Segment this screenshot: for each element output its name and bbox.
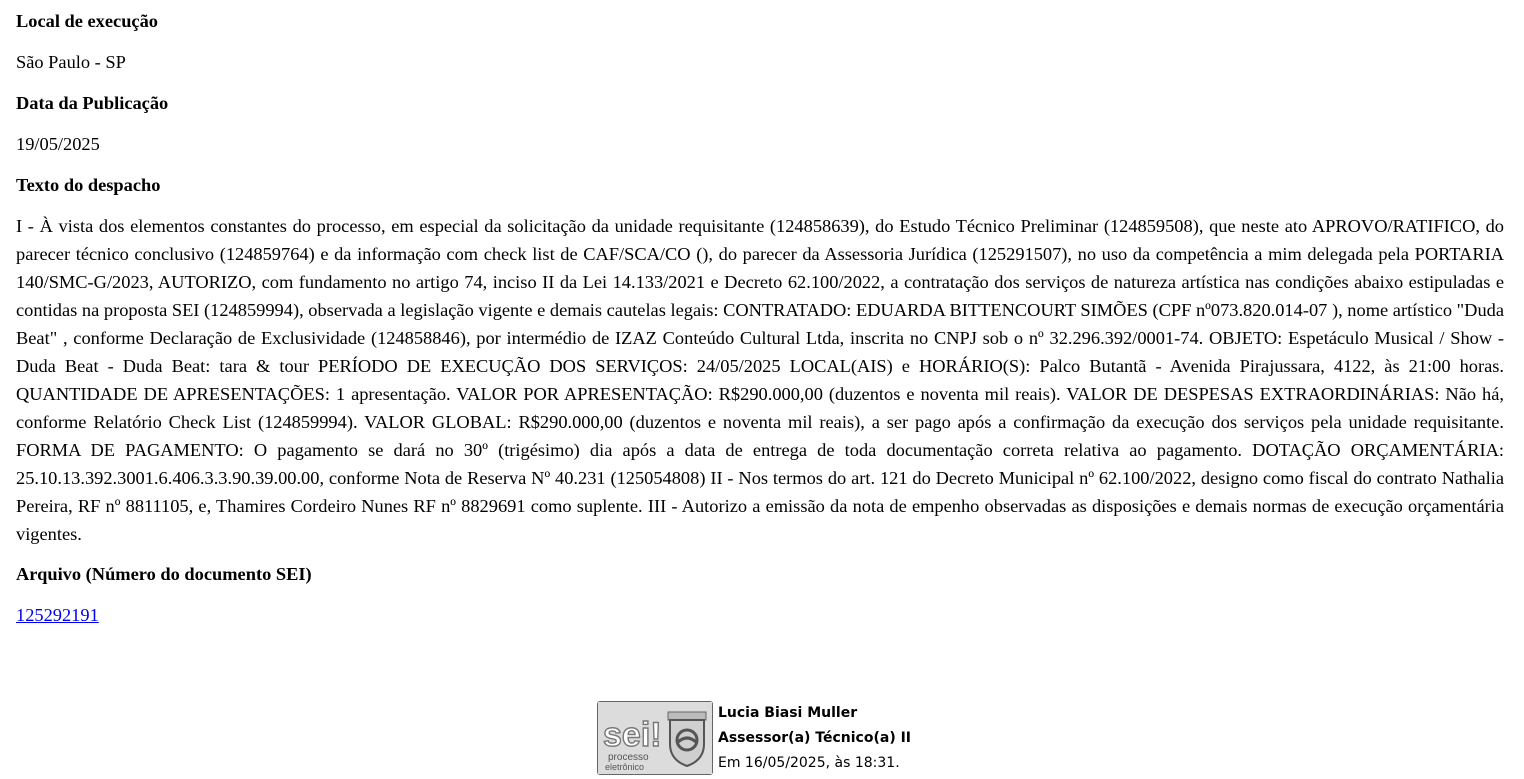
texto-despacho-label: Texto do despacho — [16, 175, 161, 195]
electronic-signature-block — [597, 701, 911, 776]
sei-logo-subtext-2: eletrônico — [605, 762, 645, 772]
texto-despacho-value: I - À vista dos elementos constantes do processo, em especial da solicitação da unidade requisitante (124858639), do Estudo Técnico Preliminar (124859508), que neste ato APROVO/RATIFICO, do parecer técnico conclusivo (124859764) e da informação com check list de CAF/SCA/CO (), do parecer da Assessoria Jurídica (125291507), no uso da competência a mim delegada pela PORTARIA 140/SMC-G/2023, AUTORIZO, com fundamento no artigo 74, inciso II da Lei 14.133/2021 e Decreto 62.100/2022, a contratação dos serviços de natureza artística nas condições abaixo estipuladas e contidas na proposta SEI (124859994), observada a legislação vigente e demais cautelas legais: CONTRATADO: EDUARDA BITTENCOURT SIMÕES (CPF nº073.820.014-07 ), nome artístico "Duda Beat" , conforme Declaração de Exclusividade (124858846), por intermédio de IZAZ Conteúdo Cultural Ltda, inscrita no CNPJ sob o nº 32.296.392/0001-74. OBJETO: Espetáculo Musical / Show - Duda Beat - Duda Beat: tara & tour PERÍODO DE EXECUÇÃO DOS SERVIÇOS: 24/05/2025 LOCAL(AIS) e HORÁRIO(S): Palco Butantã - Avenida Pirajussara, 4122, às 21:00 horas. QUANTIDADE DE APRESENTAÇÕES: 1 apresentação. VALOR POR APRESENTAÇÃO: R$290.000,00 (duzentos e noventa mil reais). VALOR DE DESPESAS EXTRAORDINÁRIAS: Não há, conforme Relatório Check List (124859994). VALOR GLOBAL: R$290.000,00 (duzentos e noventa mil reais), a ser pago após a confirmação da execução dos serviços pela unidade requisitante. FORMA DE PAGAMENTO: O pagamento se dará no 30º (trigésimo) dia após a data de entrega de toda documentação correta relativa ao pagamento. DOTAÇÃO ORÇAMENTÁRIA: 25.10.13.392.3001.6.406.3.3.90.39.00.00, conforme Nota de Reserva Nº 40.231 (125054808) II - Nos termos do art. 121 do Decreto Municipal nº 62.100/2022, designo como fiscal do contrato Nathalia Pereira, RF nº 8811105, e, Thamires Cordeiro Nunes RF nº 8829691 como suplente. III - Autorizo a emissão da nota de empenho observadas as disposições e demais normas de execução orçamentária vigentes. — [16, 216, 1504, 544]
arquivo-link[interactable]: 125292191 — [16, 605, 99, 625]
sei-logo-text: sei! — [603, 716, 662, 754]
sei-logo-subtext-1: processo — [608, 752, 649, 763]
data-publicacao-value: 19/05/2025 — [16, 134, 100, 154]
data-publicacao-label: Data da Publicação — [16, 93, 169, 113]
city-coat-of-arms-icon — [668, 712, 706, 766]
arquivo-label: Arquivo (Número do documento SEI) — [16, 564, 312, 584]
arquivo-value — [16, 601, 1504, 629]
sei-logo — [597, 701, 713, 775]
local-execucao-value: São Paulo - SP — [16, 52, 126, 72]
signature-details — [718, 701, 911, 776]
signer-role: Assessor(a) Técnico(a) II — [718, 730, 912, 746]
sei-logo-graphic — [598, 702, 712, 774]
document-body — [16, 0, 1504, 642]
signature-datetime: Em 16/05/2025, às 18:31. — [718, 755, 900, 771]
signer-name: Lucia Biasi Muller — [718, 705, 858, 721]
local-execucao-label: Local de execução — [16, 11, 158, 31]
